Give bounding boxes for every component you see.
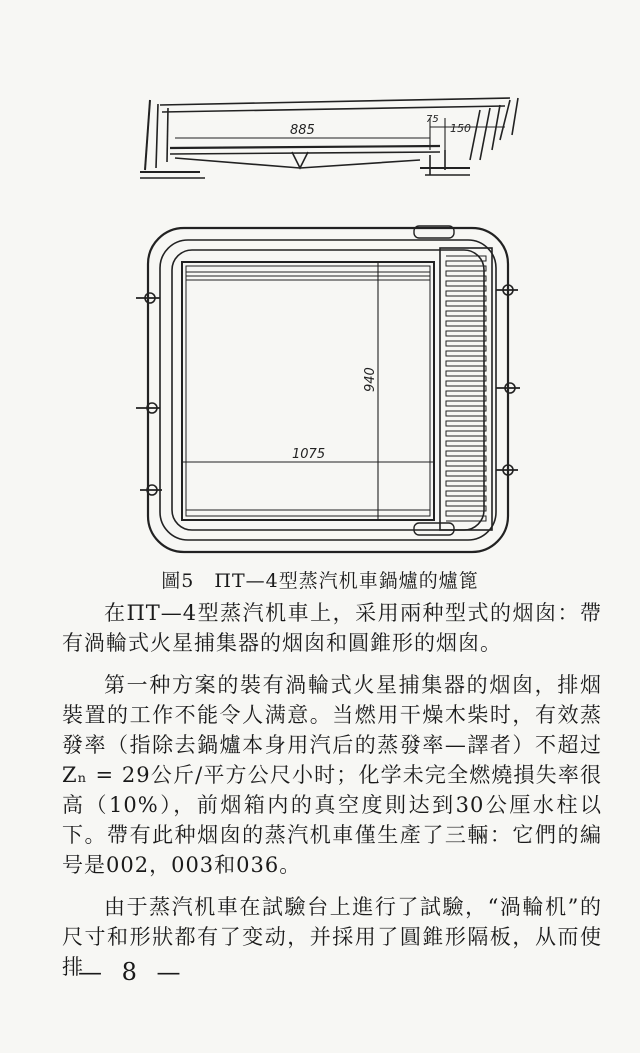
page-number: — 8 —: [78, 958, 187, 986]
plan-view: [136, 226, 520, 552]
figure-caption: 圖5 ПТ—4型蒸汽机車鍋爐的爐篦: [161, 570, 479, 592]
paragraph-3: 由于蒸汽机車在試驗台上進行了試驗，“渦輪机”的尺寸和形狀都有了变动，并採用了圓錐形隔板，从而使排: [62, 895, 602, 979]
side-elevation-view: [140, 98, 518, 178]
body-text: [62, 598, 602, 988]
dim-75: 75: [426, 114, 439, 125]
dim-1075: 1075: [292, 447, 326, 462]
dim-150: 150: [450, 122, 471, 135]
paragraph-1: 在ПТ—4型蒸汽机車上，采用兩种型式的烟囱：帶有渦輪式火星捕集器的烟囱和圓錐形的烟囱。: [62, 601, 602, 655]
dim-940: 940: [363, 367, 378, 392]
dim-885: 885: [290, 123, 315, 138]
paragraph-2: 第一种方案的裝有渦輪式火星捕集器的烟囱，排烟裝置的工作不能令人满意。当燃用干燥木柴时，有效蒸發率（指除去鍋爐本身用汽后的蒸發率—譯者）不超过Zₙ = 29公斤/平方公尺小时；化学未完全燃燒損失率很高（10%），前烟箱内的真空度則达到30公厘水柱以下。帶有此种烟囱的蒸汽机車僅生產了三輛：它們的編号是002，003和036。: [62, 673, 602, 877]
